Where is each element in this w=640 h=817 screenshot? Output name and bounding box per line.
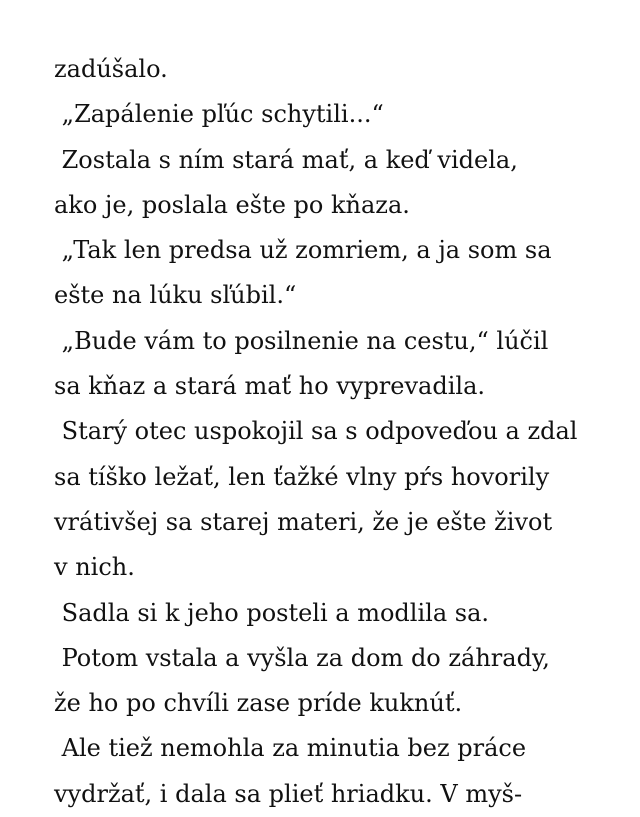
text-line: Zostala s ním stará mať, a keď videla,	[54, 145, 518, 174]
text-line: v nich.	[54, 553, 135, 582]
text-line: sa tíško ležať, len ťažké vlny pŕs hovorily	[54, 462, 550, 491]
text-line: Ale tiež nemohla za minutia bez práce	[54, 734, 527, 763]
page-text	[54, 47, 594, 817]
text-line: „Zapálenie pľúc schytili...“	[54, 100, 384, 129]
text-line: Starý otec uspokojil sa s odpoveďou a zdal	[54, 417, 578, 446]
text-line: „Bude vám to posilnenie na cestu,“ lúčil	[54, 326, 549, 355]
text-line: ešte na lúku sľúbil.“	[54, 281, 297, 310]
text-line: vydržať, i dala sa plieť hriadku. V myš-	[54, 779, 523, 808]
text-line: Sadla si k jeho posteli a modlila sa.	[54, 598, 490, 627]
text-line: zadúšalo.	[54, 55, 168, 83]
text-line: Potom vstala a vyšla za dom do záhrady,	[54, 643, 550, 672]
text-line: ako je, poslala ešte po kňaza.	[54, 190, 410, 219]
text-line: sa kňaz a stará mať ho vyprevadila.	[54, 372, 486, 401]
text-line: vrátivšej sa starej materi, že je ešte život	[54, 507, 553, 536]
text-line: „Tak len predsa už zomriem, a ja som sa	[54, 236, 552, 265]
text-line: že ho po chvíli zase príde kuknúť.	[54, 689, 463, 718]
